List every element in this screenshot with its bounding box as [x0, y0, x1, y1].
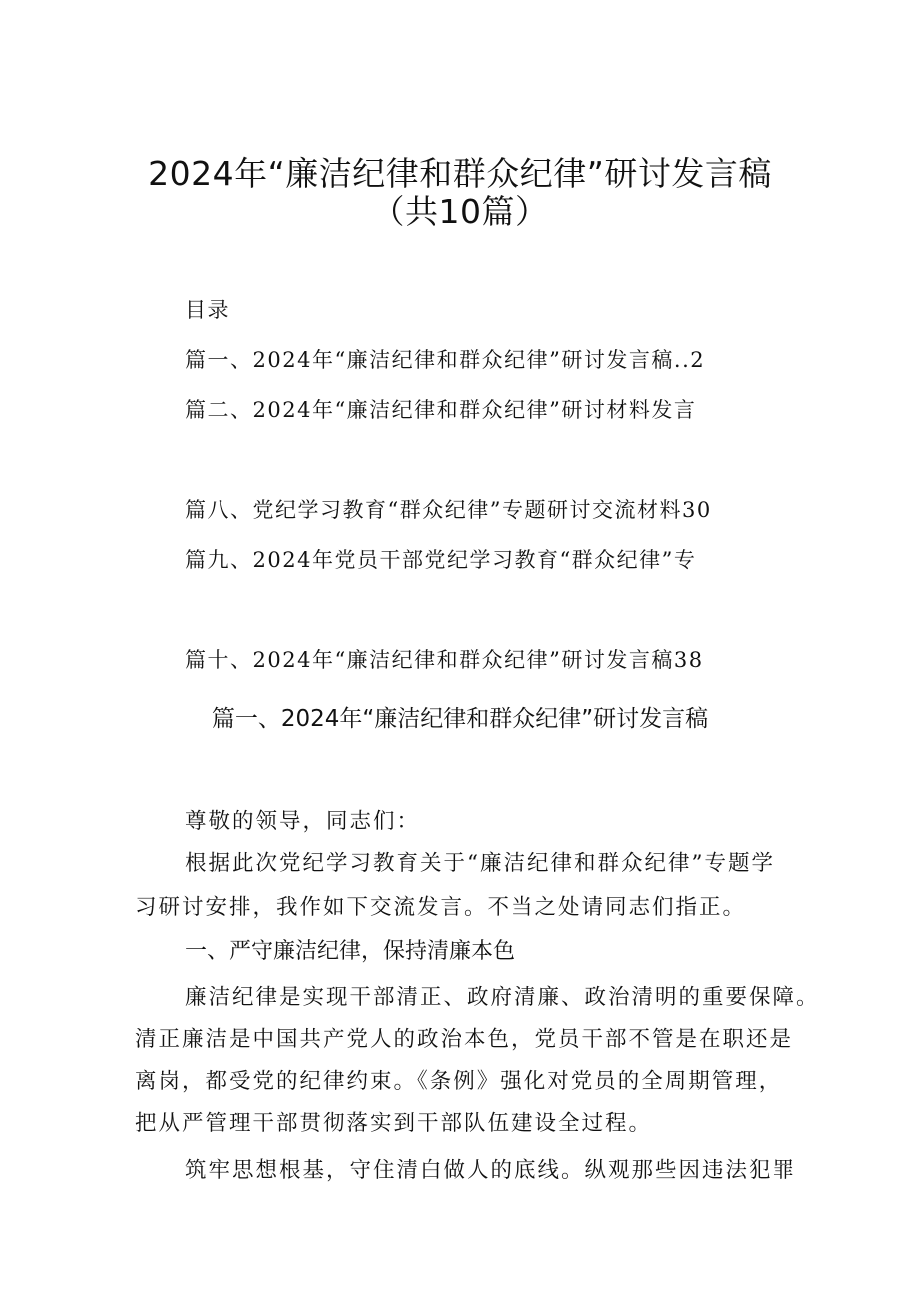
intro-line-1: 根据此次党纪学习教育关于“廉洁纪律和群众纪律”专题学: [185, 851, 775, 876]
paragraph-1-line-4: 把从严管理干部贯彻落实到干部队伍建设全过程。: [135, 1111, 653, 1136]
document-title: 2024年“廉洁纪律和群众纪律”研讨发言稿: [148, 154, 772, 193]
paragraph-1-line-1: 廉洁纪律是实现干部清正、政府清廉、政治清明的重要保障。: [185, 985, 820, 1010]
intro-line-2: 习研讨安排，我作如下交流发言。不当之处请同志们指正。: [135, 895, 747, 920]
toc-entry-2[interactable]: 篇二、2024年“廉洁纪律和群众纪律”研讨材料发言: [185, 398, 697, 422]
paragraph-1-line-2: 清正廉洁是中国共产党人的政治本色，党员干部不管是在职还是: [135, 1027, 794, 1052]
toc-label: 目录: [185, 298, 230, 322]
paragraph-1-line-3: 离岗，都受党的纪律约束。《条例》强化对党员的全周期管理，: [135, 1069, 783, 1094]
salutation: 尊敬的领导，同志们：: [185, 809, 421, 834]
heading-1: 一、严守廉洁纪律，保持清廉本色: [185, 939, 516, 964]
toc-entry-8[interactable]: 篇八、党纪学习教育“群众纪律”专题研讨交流材料30: [185, 498, 712, 522]
toc-entry-10[interactable]: 篇十、2024年“廉洁纪律和群众纪律”研讨发言稿38: [185, 648, 704, 672]
paragraph-2-line-1: 筑牢思想根基，守住清白做人的底线。纵观那些因违法犯罪: [185, 1158, 797, 1183]
document-subtitle: （共10篇）: [371, 192, 549, 231]
toc-entry-1[interactable]: 篇一、2024年“廉洁纪律和群众纪律”研讨发言稿..2: [185, 348, 706, 372]
toc-entry-9[interactable]: 篇九、2024年党员干部党纪学习教育“群众纪律”专: [185, 548, 697, 572]
section-title: 篇一、2024年“廉洁纪律和群众纪律”研讨发言稿: [211, 706, 709, 732]
